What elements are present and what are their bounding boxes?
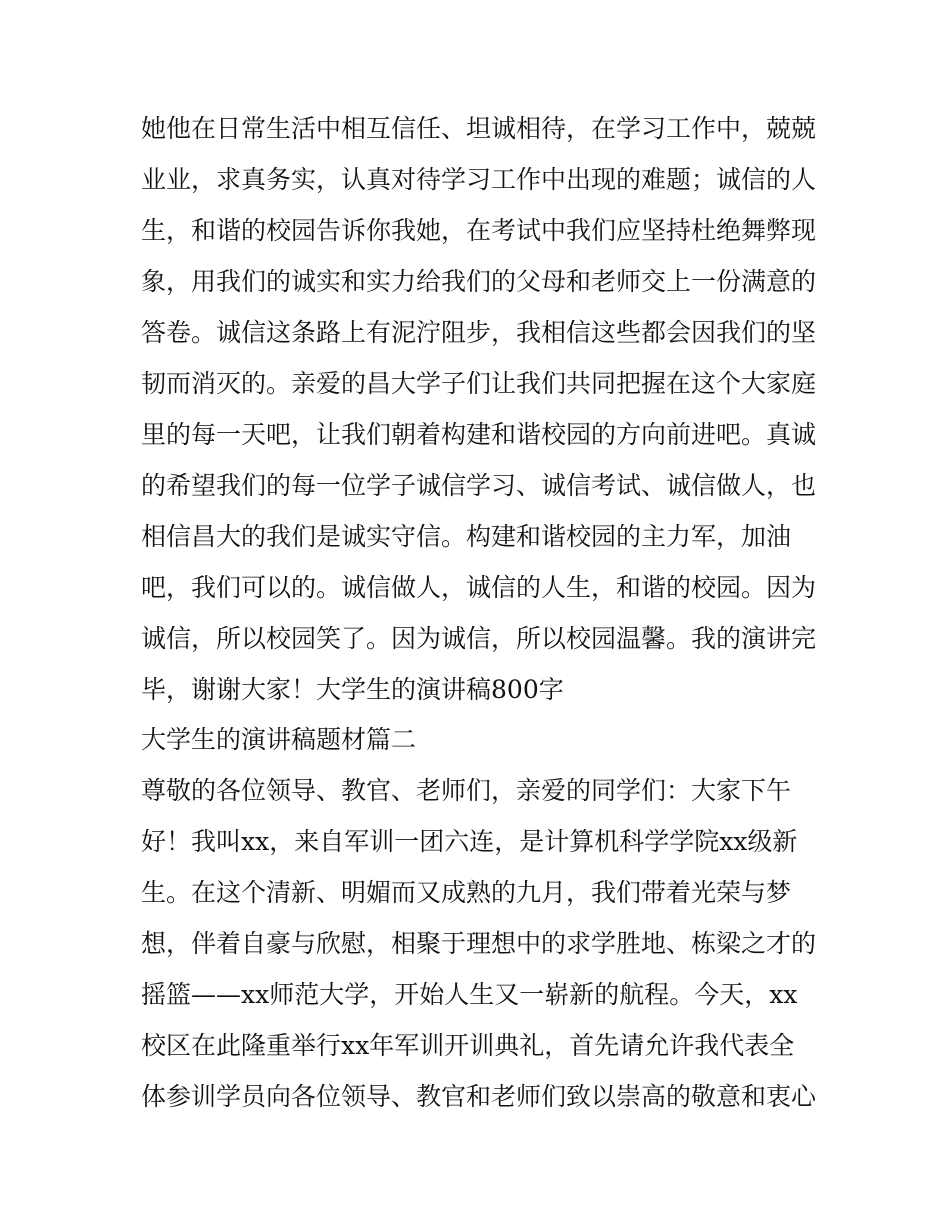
text-line: 相信昌大的我们是诚实守信。构建和谐校园的主力军，加油 [141, 522, 792, 551]
text-line: 体参训学员向各位领导、教官和老师们致以崇高的敬意和衷心 [141, 1082, 817, 1111]
text-line: 想，伴着自豪与欣慰，相聚于理想中的求学胜地、栋梁之才的 [141, 929, 817, 958]
text-line: 答卷。诚信这条路上有泥泞阻步，我相信这些都会因我们的坚 [141, 318, 817, 347]
text-line: 里的每一天吧，让我们朝着构建和谐校园的方向前进吧。真诚 [141, 420, 817, 449]
text-line: 象，用我们的诚实和实力给我们的父母和老师交上一份满意的 [141, 267, 817, 296]
text-line: 好！我叫xx，来自军训一团六连，是计算机科学学院xx级新 [141, 827, 798, 856]
text-line: 校区在此隆重举行xx年军训开训典礼，首先请允许我代表全 [141, 1031, 795, 1060]
text-line: 她他在日常生活中相互信任、坦诚相待，在学习工作中，兢兢 [141, 114, 817, 143]
text-line: 尊敬的各位领导、教官、老师们，亲爱的同学们：大家下午 [141, 776, 792, 805]
text-line: 韧而消灭的。亲爱的昌大学子们让我们共同把握在这个大家庭 [141, 369, 817, 398]
text-line: 毕，谢谢大家！大学生的演讲稿800字 [141, 675, 564, 704]
text-line: 生，和谐的校园告诉你我她，在考试中我们应坚持杜绝舞弊现 [141, 216, 817, 245]
section-heading: 大学生的演讲稿题材篇二 [141, 725, 417, 754]
text-line: 吧，我们可以的。诚信做人，诚信的人生，和谐的校园。因为 [141, 573, 817, 602]
text-line: 摇篮——xx师范大学，开始人生又一崭新的航程。今天，xx [141, 980, 798, 1009]
text-line: 业业，求真务实，认真对待学习工作中出现的难题；诚信的人 [141, 165, 817, 194]
text-line: 诚信，所以校园笑了。因为诚信，所以校园温馨。我的演讲完 [141, 624, 817, 653]
text-line: 的希望我们的每一位学子诚信学习、诚信考试、诚信做人，也 [141, 471, 817, 500]
text-line: 生。在这个清新、明媚而又成熟的九月，我们带着光荣与梦 [141, 878, 792, 907]
